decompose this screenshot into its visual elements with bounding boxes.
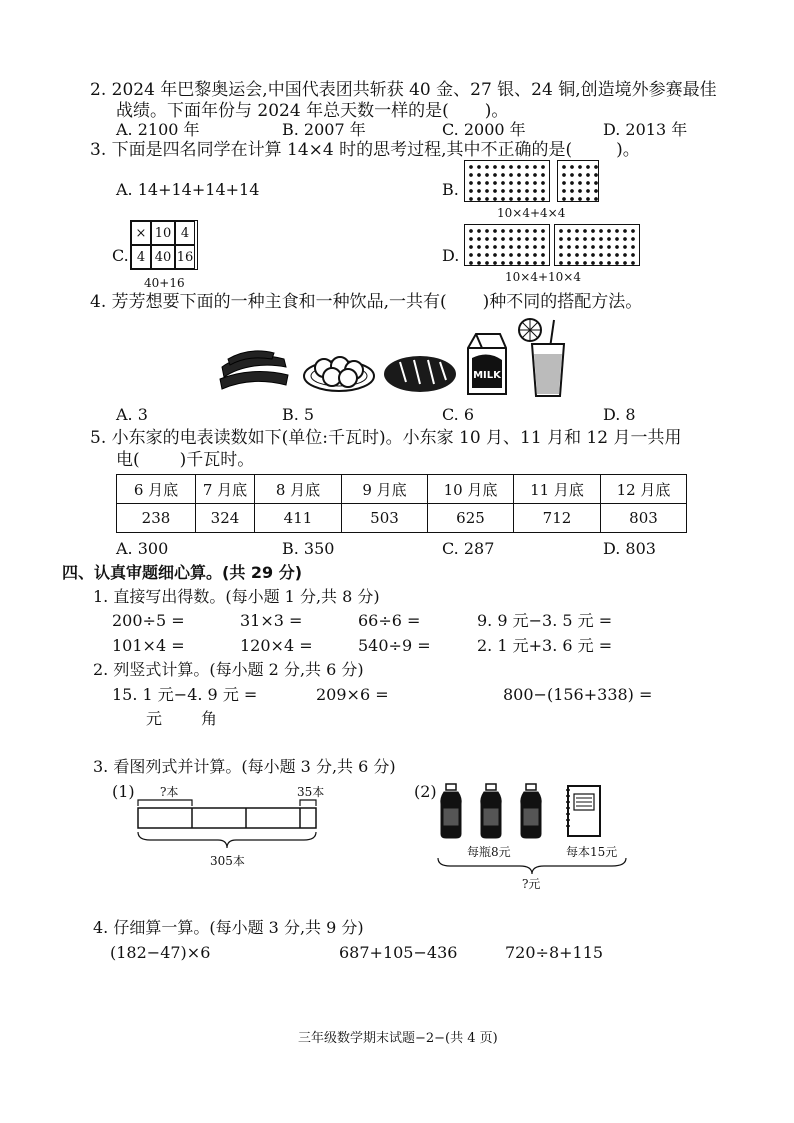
- q2-line2-b: )。: [484, 101, 509, 121]
- q2-option-b[interactable]: B. 2007 年: [282, 120, 366, 139]
- mixed-calc-item: 720÷8+115: [505, 943, 604, 962]
- part-4-title: 4. 仔细算一算。(每小题 3 分,共 9 分): [93, 918, 364, 937]
- dot-array-4x4: [557, 160, 599, 202]
- table-header-row: [117, 475, 687, 504]
- fried-dough-sticks-icon: [218, 345, 290, 395]
- unit-jiao: 角: [201, 709, 218, 728]
- segment-diagram: [130, 796, 330, 856]
- q5-line2: [116, 450, 254, 470]
- q2-line2-a: 战绩。下面年份与 2024 年总天数一样的是(: [116, 101, 449, 121]
- q5-option-c[interactable]: C. 287: [442, 539, 495, 558]
- q4-option-d[interactable]: D. 8: [603, 405, 636, 424]
- meter-readings-table: [116, 474, 687, 533]
- table-cell: 803: [601, 504, 687, 533]
- grid-cell: 4: [131, 245, 151, 269]
- q5-line1: 5. 小东家的电表读数如下(单位:千瓦时)。小东家 10 月、11 月和 12 月一共用: [90, 428, 682, 448]
- calc-item: 2. 1 元+3. 6 元 =: [477, 636, 613, 655]
- unknown-books-label: ?本: [160, 785, 179, 799]
- grid-cell: 16: [175, 245, 195, 269]
- q2-line1: 2. 2024 年巴黎奥运会,中国代表团共斩获 40 金、27 银、24 铜,创造境外参赛最佳: [90, 80, 717, 100]
- q3-stem-a: 3. 下面是四名同学在计算 14×4 时的思考过程,其中不正确的是(: [90, 140, 573, 160]
- steamed-buns-plate-icon: [302, 346, 376, 394]
- q4-stem: [90, 292, 642, 312]
- table-header-cell: 11 月底: [514, 475, 601, 504]
- total-brace: [436, 856, 636, 876]
- part-3-title: 3. 看图列式并计算。(每小题 3 分,共 6 分): [93, 757, 396, 776]
- dot-array-10x4-first: [464, 224, 550, 266]
- juice-glass-icon: [514, 318, 570, 398]
- bottle-icon: [521, 784, 541, 838]
- q5-line2-a: 电(: [116, 450, 140, 470]
- table-header-cell: 10 月底: [428, 475, 514, 504]
- milk-label: MILK: [473, 370, 501, 381]
- q3-option-d-label[interactable]: D.: [442, 246, 460, 265]
- vertical-calc-item: 15. 1 元−4. 9 元 =: [112, 685, 258, 704]
- table-header-cell: 7 月底: [196, 475, 255, 504]
- q3-option-a[interactable]: A. 14+14+14+14: [116, 180, 260, 199]
- table-row: [117, 504, 687, 533]
- total-cost-label: ?元: [522, 877, 541, 891]
- sub-question-1-label: (1): [112, 782, 135, 801]
- q4-option-b[interactable]: B. 5: [282, 405, 315, 424]
- total-books-label: 305本: [210, 854, 245, 868]
- q2-option-a[interactable]: A. 2100 年: [116, 120, 200, 139]
- q2-option-d[interactable]: D. 2013 年: [603, 120, 688, 139]
- q4-option-a[interactable]: A. 3: [116, 405, 148, 424]
- q5-option-d[interactable]: D. 803: [603, 539, 656, 558]
- table-cell: 238: [117, 504, 196, 533]
- page-footer: 三年级数学期末试题−2−(共 4 页): [298, 1031, 498, 1046]
- calc-item: 540÷9 =: [358, 636, 431, 655]
- q3-option-c-label[interactable]: C.: [112, 246, 129, 265]
- multiplication-grid: [130, 220, 198, 270]
- table-header-cell: 6 月底: [117, 475, 196, 504]
- bottle-icon: [481, 784, 501, 838]
- q5-line2-b: )千瓦时。: [179, 450, 255, 470]
- table-header-cell: 9 月底: [342, 475, 428, 504]
- q4-stem-b: )种不同的搭配方法。: [482, 292, 643, 312]
- calc-item: 9. 9 元−3. 5 元 =: [477, 611, 613, 630]
- extra-books-label: 35本: [297, 785, 325, 799]
- dot-array-10x4: [464, 160, 550, 202]
- bottle-price-label: 每瓶8元: [467, 845, 511, 859]
- sub-question-2-label: (2): [414, 782, 437, 801]
- table-cell: 712: [514, 504, 601, 533]
- part-2-title: 2. 列竖式计算。(每小题 2 分,共 6 分): [93, 660, 364, 679]
- bread-loaf-icon: [382, 352, 458, 394]
- bottles-icon-group: [436, 782, 636, 842]
- table-header-cell: 12 月底: [601, 475, 687, 504]
- dot-array-10x4-second: [554, 224, 640, 266]
- q3-stem-b: )。: [616, 140, 640, 160]
- q3-option-b-label[interactable]: B.: [442, 180, 459, 199]
- table-header-cell: 8 月底: [255, 475, 342, 504]
- unit-yuan: 元: [146, 709, 163, 728]
- q4-option-c[interactable]: C. 6: [442, 405, 475, 424]
- mixed-calc-item: 687+105−436: [339, 943, 458, 962]
- calc-item: 66÷6 =: [358, 611, 421, 630]
- grid-cell: 40: [151, 245, 175, 269]
- calc-item: 200÷5 =: [112, 611, 185, 630]
- grid-cell: ×: [131, 221, 151, 245]
- q3-option-d-caption: 10×4+10×4: [505, 270, 581, 284]
- notebook-icon: [566, 786, 600, 836]
- table-cell: 625: [428, 504, 514, 533]
- q3-stem: [90, 140, 640, 160]
- calc-item: 101×4 =: [112, 636, 185, 655]
- q3-option-b-caption: 10×4+4×4: [497, 206, 566, 220]
- q5-option-a[interactable]: A. 300: [116, 539, 169, 558]
- calc-item: 31×3 =: [240, 611, 303, 630]
- milk-carton-icon: [462, 330, 508, 396]
- table-cell: 503: [342, 504, 428, 533]
- q3-option-c-caption: 40+16: [144, 276, 185, 290]
- q2-option-c[interactable]: C. 2000 年: [442, 120, 526, 139]
- grid-cell: 10: [151, 221, 175, 245]
- section-4-title: 四、认真审题细心算。(共 29 分): [62, 563, 303, 582]
- grid-cell: 4: [175, 221, 195, 245]
- notebook-price-label: 每本15元: [566, 845, 618, 859]
- table-cell: 324: [196, 504, 255, 533]
- vertical-calc-item: 209×6 =: [316, 685, 389, 704]
- table-cell: 411: [255, 504, 342, 533]
- q5-option-b[interactable]: B. 350: [282, 539, 335, 558]
- part-1-title: 1. 直接写出得数。(每小题 1 分,共 8 分): [93, 587, 380, 606]
- q4-stem-a: 4. 芳芳想要下面的一种主食和一种饮品,一共有(: [90, 292, 447, 312]
- q2-line2: [116, 101, 508, 121]
- bottle-icon: [441, 784, 461, 838]
- calc-item: 120×4 =: [240, 636, 313, 655]
- mixed-calc-item: (182−47)×6: [110, 943, 211, 962]
- vertical-calc-item: 800−(156+338) =: [503, 685, 653, 704]
